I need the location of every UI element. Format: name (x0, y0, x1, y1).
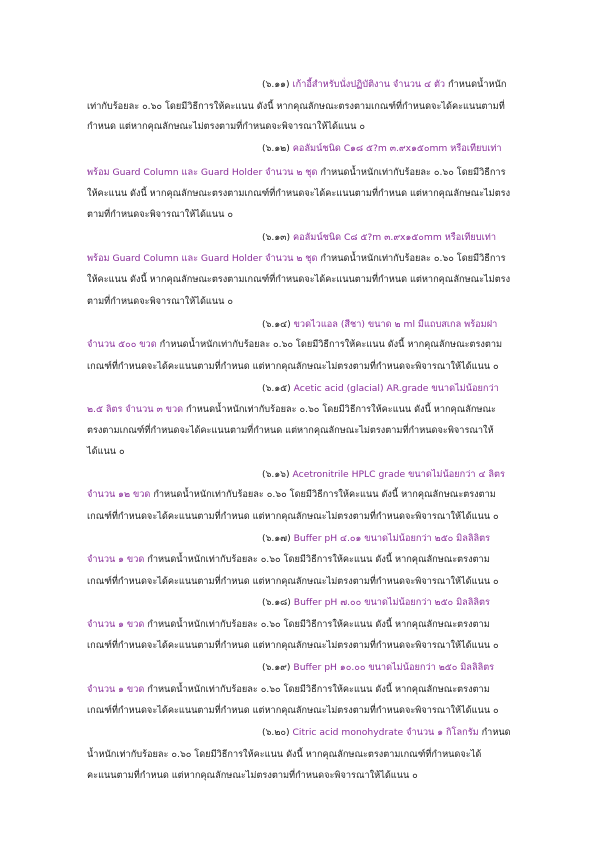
item-body-text: เกณฑ์ที่กำหนดจะได้คะแนนตามที่กำหนด แต่หากคุณลักษณะไม่ตรงตามที่กำหนดจะพิจารณาให้ได้แนน ๐ (87, 640, 499, 651)
item-number: (๖.๑๔) (262, 319, 294, 330)
item-heading-line (262, 143, 502, 155)
item-body-line (87, 101, 505, 113)
item-body-line (87, 274, 510, 286)
item-body-text: กำหนด (478, 727, 511, 738)
item-highlight-text: Buffer pH ๔.๐๑ ขนาดไม่น้อยกว่า ๒๕๐ มิลลิลิตร (293, 533, 491, 544)
item-number: (๖.๑๙) (262, 662, 294, 673)
item-body-text: ให้คะแนน ดังนี้ หากคุณลักษณะตรงตามเกณฑ์ที่กำหนดจะได้คะแนนตามที่กำหนด แต่หากคุณลักษณะไม่ตรง (87, 188, 511, 199)
item-highlight-text: Citric acid monohydrate จำนวน ๑ กิโลกรัม (292, 727, 479, 738)
item-body-line (87, 446, 125, 458)
item-body-text: กำหนดน้ำหนัก (445, 79, 507, 90)
item-body-text: กำหนดน้ำหนักเท่ากับร้อยละ ๐.๖๐ โดยมีวิธีการ (317, 253, 506, 264)
item-number: (๖.๑๖) (262, 469, 293, 480)
item-body-line (87, 167, 506, 179)
item-body-text: กำหนดน้ำหนักเท่ากับร้อยละ ๐.๖๐ โดยมีวิธีการให้คะแนน ดังนี้ หากคุณลักษณะตรงตาม (144, 554, 490, 565)
item-body-line (87, 554, 490, 566)
item-highlight-text: ขวดไวแอล (สีชา) ขนาด ๒ ml มีแถบสเกล พร้อมฝา (293, 319, 498, 330)
item-highlight-text: จำนวน ๕๐๐ ขวด (87, 339, 157, 350)
item-body-line (87, 640, 499, 652)
item-number: (๖.๒๐) (262, 727, 293, 738)
item-body-line (87, 361, 499, 373)
item-body-line (87, 188, 510, 200)
item-body-text: กำหนดน้ำหนักเท่ากับร้อยละ ๐.๖๐ โดยมีวิธีการ (317, 167, 506, 178)
item-body-line (87, 511, 499, 523)
item-body-text: กำหนด แต่หากคุณลักษณะไม่ตรงตามที่กำหนดจะพิจารณาให้ได้แนน ๐ (87, 121, 365, 132)
item-body-line (87, 619, 490, 631)
item-body-text: กำหนดน้ำหนักเท่ากับร้อยละ ๐.๖๐ โดยมีวิธีการให้คะแนน ดังนี้ หากคุณลักษณะ (183, 404, 496, 415)
item-body-text: เกณฑ์ที่กำหนดจะได้คะแนนตามที่กำหนด แต่หากคุณลักษณะไม่ตรงตามที่กำหนดจะพิจารณาให้ได้แนน ๐ (87, 576, 499, 587)
item-body-line (87, 404, 496, 416)
item-body-text: เกณฑ์ที่กำหนดจะได้คะแนนตามที่กำหนด แต่หากคุณลักษณะไม่ตรงตามที่กำหนดจะพิจารณาให้ได้แนน ๐ (87, 511, 499, 522)
item-body-text: ได้แนน ๐ (87, 446, 125, 457)
item-body-line (87, 705, 499, 717)
item-body-text: เกณฑ์ที่กำหนดจะได้คะแนนตามที่กำหนด แต่หากคุณลักษณะไม่ตรงตามที่กำหนดจะพิจารณาให้ได้แนน ๐ (87, 361, 499, 372)
item-heading-line (262, 662, 494, 674)
item-body-text: กำหนดน้ำหนักเท่ากับร้อยละ ๐.๖๐ โดยมีวิธีการให้คะแนน ดังนี้ หากคุณลักษณะตรงตาม (144, 619, 490, 630)
item-body-line (87, 425, 494, 437)
item-body-line (87, 296, 233, 308)
item-heading-line (262, 319, 497, 331)
item-highlight-text: จำนวน ๑๒ ขวด (87, 489, 151, 500)
item-highlight-text: จำนวน ๑ ขวด (87, 684, 145, 695)
item-number: (๖.๑๓) (262, 232, 293, 243)
item-number: (๖.๑๘) (262, 597, 294, 608)
item-highlight-text: เก้าอี้สำหรับนั่งปฏิบัติงาน จำนวน ๔ ตัว (292, 79, 446, 90)
item-body-line (87, 121, 365, 133)
item-body-line (87, 209, 233, 221)
item-highlight-text: พร้อม Guard Column และ Guard Holder จำนวน ๒ ชุด (87, 253, 318, 264)
item-number: (๖.๑๒) (262, 143, 293, 154)
item-highlight-text: พร้อม Guard Column และ Guard Holder จำนวน ๒ ชุด (87, 167, 318, 178)
item-heading-line (262, 727, 511, 739)
item-heading-line (262, 232, 496, 244)
item-highlight-text: Acetic acid (glacial) AR.grade ขนาดไม่น้อยกว่า (293, 383, 499, 394)
item-heading-line (262, 533, 490, 545)
item-body-text: ตามที่กำหนดจะพิจารณาให้ได้แนน ๐ (87, 296, 233, 307)
item-highlight-text: Acetronitrile HPLC grade ขนาดไม่น้อยกว่า ๔ ลิตร (292, 469, 505, 480)
item-highlight-text: ๒.๕ ลิตร จำนวน ๓ ขวด (87, 404, 184, 415)
item-body-text: น้ำหนักเท่ากับร้อยละ ๐.๖๐ โดยมีวิธีการให้คะแนน ดังนี้ หากคุณลักษณะตรงตามเกณฑ์ที่กำหนดจะได้ (87, 749, 482, 760)
item-body-text: กำหนดน้ำหนักเท่ากับร้อยละ ๐.๖๐ โดยมีวิธีการให้คะแนน ดังนี้ หากคุณลักษณะตรงตาม (156, 339, 503, 350)
item-body-text: ตามที่กำหนดจะพิจารณาให้ได้แนน ๐ (87, 209, 233, 220)
item-highlight-text: คอลัมน์ชนิด C๑๘ ๕?m ๓.๙x๑๕๐mm หรือเทียบเท่า (292, 143, 502, 154)
item-body-line (87, 576, 499, 588)
item-highlight-text: จำนวน ๑ ขวด (87, 554, 145, 565)
item-heading-line (262, 383, 499, 395)
item-body-line (87, 489, 496, 501)
item-body-line (87, 770, 418, 782)
item-highlight-text: จำนวน ๑ ขวด (87, 619, 145, 630)
item-body-text: กำหนดน้ำหนักเท่ากับร้อยละ ๐.๖๐ โดยมีวิธีการให้คะแนน ดังนี้ หากคุณลักษณะตรงตาม (150, 489, 496, 500)
item-heading-line (262, 469, 505, 481)
item-body-text: คะแนนตามที่กำหนด แต่หากคุณลักษณะไม่ตรงตามที่กำหนดจะพิจารณาให้ได้แนน ๐ (87, 770, 418, 781)
item-highlight-text: Buffer pH ๑๐.๐๐ ขนาดไม่น้อยกว่า ๒๕๐ มิลลิลิตร (293, 662, 495, 673)
item-body-line (87, 684, 490, 696)
item-body-line (87, 749, 481, 761)
item-body-text: กำหนดน้ำหนักเท่ากับร้อยละ ๐.๖๐ โดยมีวิธีการให้คะแนน ดังนี้ หากคุณลักษณะตรงตาม (144, 684, 490, 695)
item-body-text: เกณฑ์ที่กำหนดจะได้คะแนนตามที่กำหนด แต่หากคุณลักษณะไม่ตรงตามที่กำหนดจะพิจารณาให้ได้แนน ๐ (87, 705, 499, 716)
item-heading-line (262, 597, 490, 609)
item-highlight-text: คอลัมน์ชนิด C๘ ๕?m ๓.๙x๑๕๐mm หรือเทียบเท่า (292, 232, 496, 243)
item-body-text: ตรงตามเกณฑ์ที่กำหนดจะได้คะแนนตามที่กำหนด แต่หากคุณลักษณะไม่ตรงตามที่กำหนดจะพิจารณาให้ (87, 425, 494, 436)
item-number: (๖.๑๑) (262, 79, 293, 90)
item-body-line (87, 339, 502, 351)
item-body-text: เท่ากับร้อยละ ๐.๖๐ โดยมีวิธีการให้คะแนน ดังนี้ หากคุณลักษณะตรงตามเกณฑ์ที่กำหนดจะได้คะแนนตามที่ (87, 101, 505, 112)
item-highlight-text: Buffer pH ๗.๐๐ ขนาดไม่น้อยกว่า ๒๕๐ มิลลิลิตร (293, 597, 490, 608)
item-body-text: ให้คะแนน ดังนี้ หากคุณลักษณะตรงตามเกณฑ์ที่กำหนดจะได้คะแนนตามที่กำหนด แต่หากคุณลักษณะไม่ตรง (87, 274, 511, 285)
item-number: (๖.๑๗) (262, 533, 294, 544)
item-heading-line (262, 79, 506, 91)
item-body-line (87, 253, 506, 265)
item-number: (๖.๑๕) (262, 383, 294, 394)
